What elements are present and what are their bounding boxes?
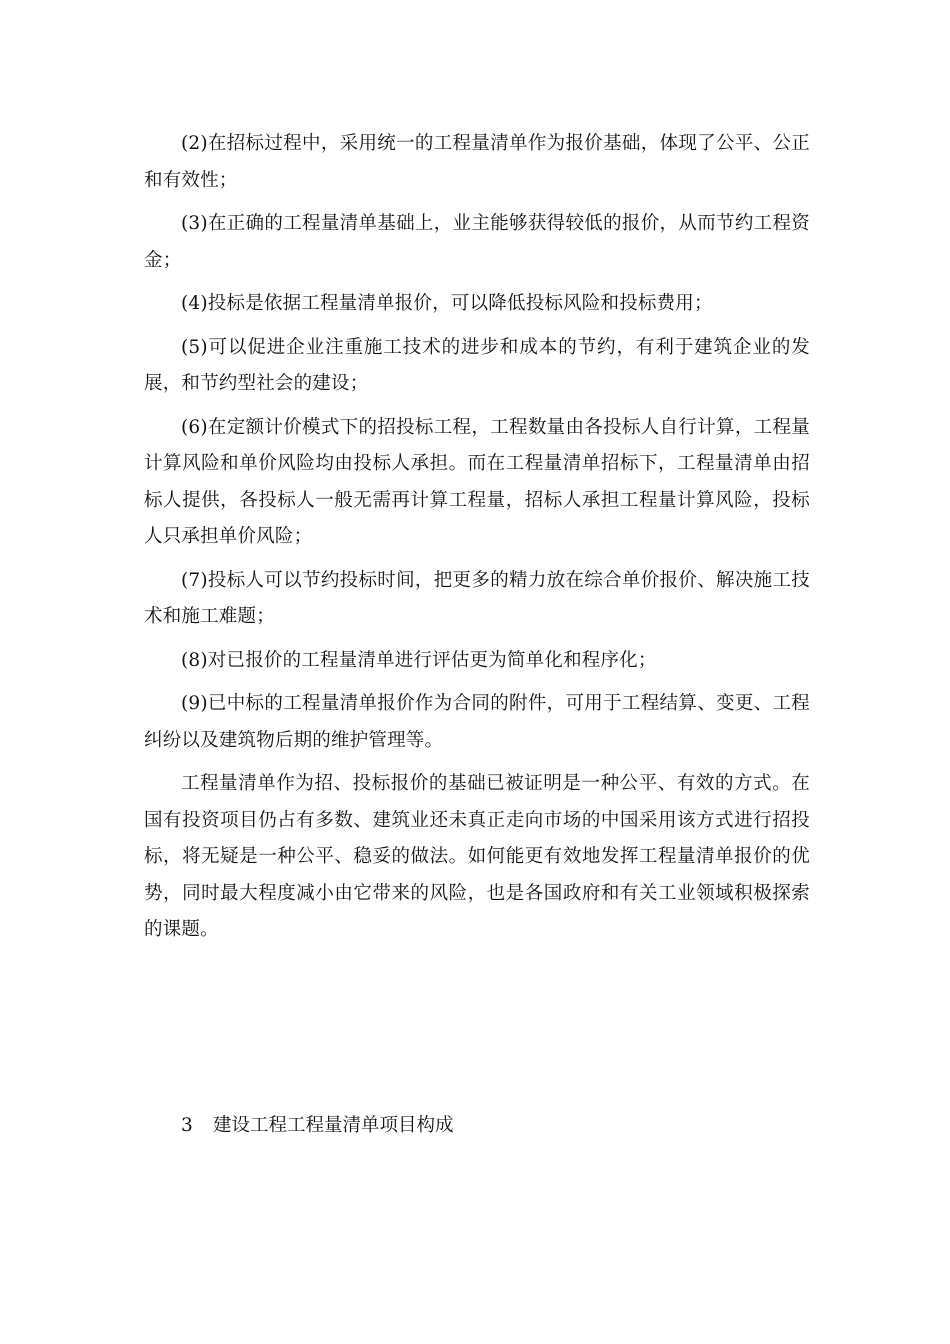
paragraph-item-8: (8)对已报价的工程量清单进行评估更为简单化和程序化； — [181, 649, 657, 671]
paragraph-item-9: (9)已中标的工程量清单报价作为合同的附件，可用于工程结算、变更、工程纠纷以及建筑物后期的维护管理等。 — [144, 693, 810, 751]
paragraph-summary: 工程量清单作为招、投标报价的基础已被证明是一种公平、有效的方式。在国有投资项目仍占有多数、建筑业还未真正走向市场的中国采用该方式进行招投标，将无疑是一种公平、稳妥的做法。如何能更有效地发挥工程量清单报价的优势，同时最大程度减小由它带来的风险，也是各国政府和有关工业领域积极探索的课题。 — [144, 773, 810, 940]
paragraph-item-3: (3)在正确的工程量清单基础上，业主能够获得较低的报价，从而节约工程资金； — [144, 213, 810, 271]
paragraph-item-2: (2)在招标过程中，采用统一的工程量清单作为报价基础，体现了公平、公正和有效性； — [144, 133, 810, 191]
document-body — [144, 126, 810, 956]
paragraph-item-5: (5)可以促进企业注重施工技术的进步和成本的节约，有利于建筑企业的发展，和节约型社会的建设； — [144, 336, 810, 394]
paragraph-item-7: (7)投标人可以节约投标时间，把更多的精力放在综合单价报价、解决施工技术和施工难题； — [144, 569, 810, 627]
paragraph-item-4: (4)投标是依据工程量清单报价，可以降低投标风险和投标费用； — [181, 293, 713, 314]
section-heading — [181, 1108, 454, 1144]
paragraph-item-6: (6)在定额计价模式下的招投标工程，工程数量由各投标人自行计算，工程量计算风险和单价风险均由投标人承担。而在工程量清单招标下，工程量清单由招标人提供，各投标人一般无需再计算工程量，招标人承担工程量计算风险，投标人只承担单价风险； — [144, 416, 810, 547]
section-title: 建设工程工程量清单项目构成 — [213, 1115, 454, 1136]
section-number: 3 — [181, 1115, 193, 1136]
